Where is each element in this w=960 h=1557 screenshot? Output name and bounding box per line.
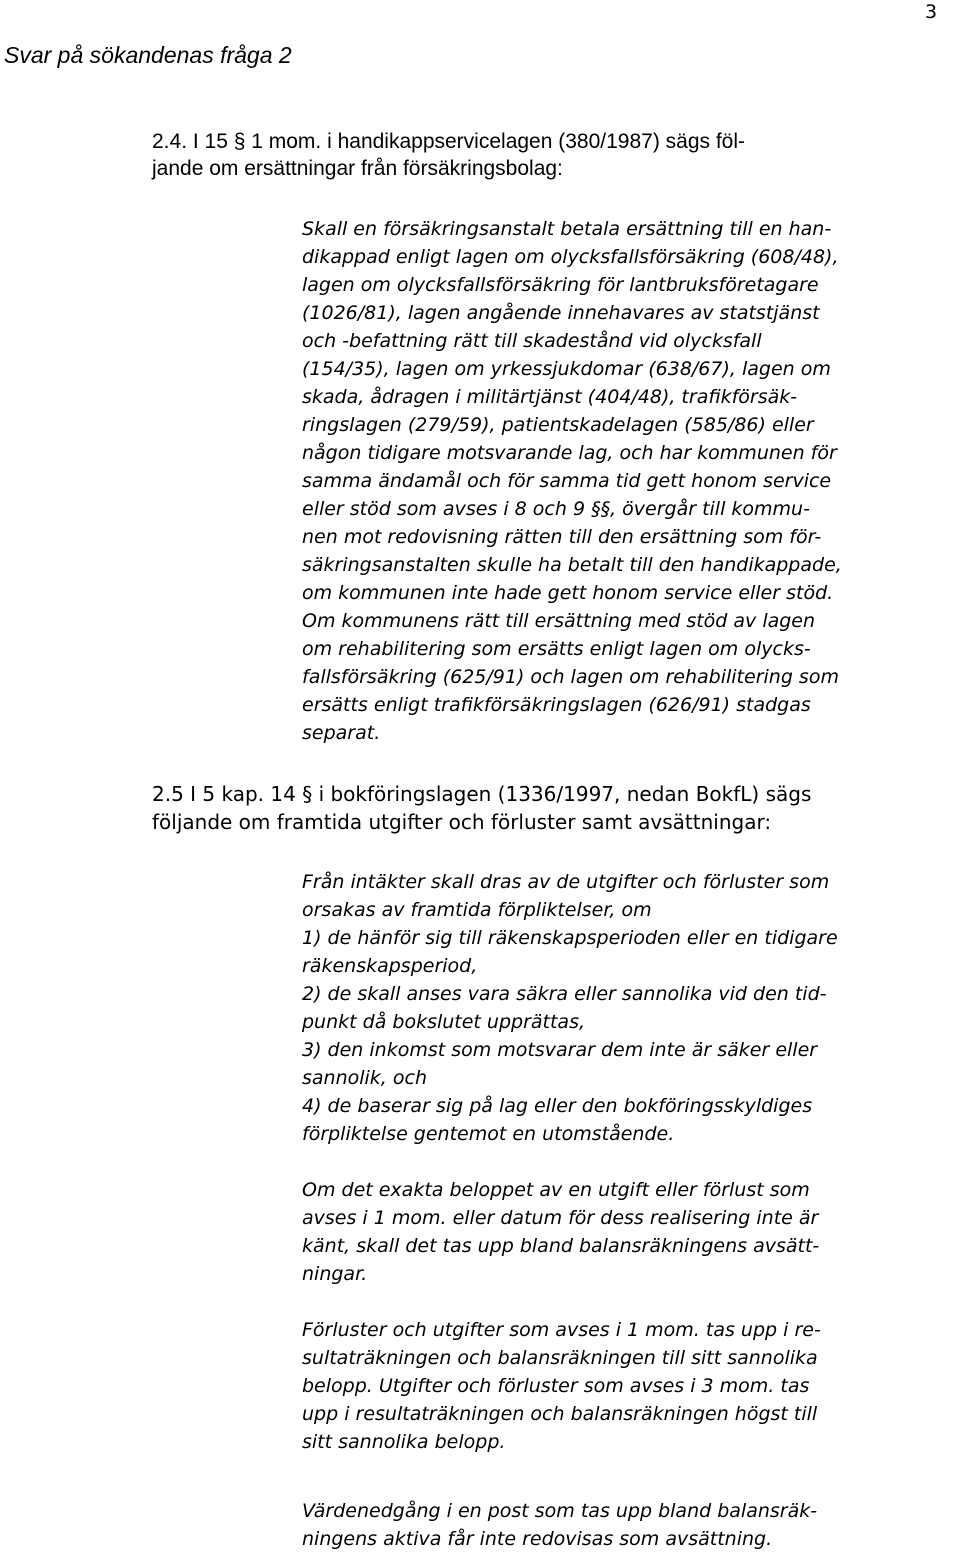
section-2-4-intro-line: jande om ersättningar från försäkringsbolag: [152, 157, 563, 180]
legal-quote-line: punkt då bokslutet upprättas, [302, 1011, 586, 1033]
legal-quote-line: ningar. [302, 1263, 368, 1285]
legal-quote-line: lagen om olycksfallsförsäkring för lantbruksföretagare [302, 274, 819, 296]
legal-quote-line: orsakas av framtida förpliktelser, om [302, 899, 652, 921]
legal-quote-line: avses i 1 mom. eller datum för dess realisering inte är [302, 1207, 819, 1229]
legal-quote-line: säkringsanstalten skulle ha betalt till den handikappade, [302, 554, 842, 576]
legal-quote-line: Om det exakta beloppet av en utgift eller förlust som [302, 1179, 810, 1201]
legal-quote-line: Värdenedgång i en post som tas upp bland balansräk- [302, 1500, 818, 1522]
legal-quote-line: 4) de baserar sig på lag eller den bokföringsskyldiges [302, 1095, 813, 1117]
legal-quote-line: nen mot redovisning rätten till den ersättning som för- [302, 526, 822, 548]
page-number: 3 [925, 1, 938, 23]
section-2-5-intro-line: 2.5 I 5 kap. 14 § i bokföringslagen (1336/1997, nedan BokfL) sägs [152, 782, 812, 806]
legal-quote-line: dikappad enligt lagen om olycksfallsförsäkring (608/48), [302, 246, 839, 268]
legal-text-line: fallsförsäkring (625/91) och lagen om rehabilitering som [302, 666, 839, 688]
page-heading: Svar på sökandenas fråga 2 [4, 42, 292, 68]
legal-quote-line: Förluster och utgifter som avses i 1 mom. tas upp i re- [302, 1319, 821, 1341]
legal-quote-line: (154/35), lagen om yrkessjukdomar (638/67), lagen om [302, 358, 831, 380]
legal-quote-line: ningens aktiva får inte redovisas som avsättning. [302, 1528, 773, 1550]
legal-quote-line: sitt sannolika belopp. [302, 1431, 506, 1453]
legal-quote-line: sultaträkningen och balansräkningen till sitt sannolika [302, 1347, 818, 1369]
legal-quote-line: sannolik, och [302, 1067, 428, 1089]
legal-quote-line: känt, skall det tas upp bland balansräkningens avsätt- [302, 1235, 820, 1257]
legal-quote-line: om kommunen inte hade gett honom service eller stöd. [302, 582, 834, 604]
legal-quote-line: räkenskapsperiod, [302, 955, 478, 977]
legal-quote-line: (1026/81), lagen angående innehavares av statstjänst [302, 302, 820, 324]
section-2-4-intro-line: 2.4. I 15 § 1 mom. i handikappservicelagen (380/1987) sägs föl- [152, 130, 746, 153]
legal-quote-line: upp i resultaträkningen och balansräkningen högst till [302, 1403, 818, 1425]
legal-quote-line: 1) de hänför sig till räkenskapsperioden eller en tidigare [302, 927, 838, 949]
legal-quote-line: skada, ådragen i militärtjänst (404/48), trafikförsäk- [302, 386, 798, 408]
legal-quote-line: någon tidigare motsvarande lag, och har kommunen för [302, 442, 837, 464]
legal-text-line: om rehabilitering som ersätts enligt lagen om olycks- [302, 638, 811, 660]
legal-quote-line: samma ändamål och för samma tid gett honom service [302, 470, 832, 492]
section-2-5-intro-line: följande om framtida utgifter och förluster samt avsättningar: [152, 810, 772, 834]
legal-text-line: separat. [302, 722, 381, 744]
legal-quote-line: Från intäkter skall dras av de utgifter och förluster som [302, 871, 830, 893]
legal-text-line: Om kommunens rätt till ersättning med stöd av lagen [302, 610, 816, 632]
legal-text-line: ersätts enligt trafikförsäkringslagen (626/91) stadgas [302, 694, 811, 716]
legal-quote-line: belopp. Utgifter och förluster som avses i 3 mom. tas [302, 1375, 810, 1397]
legal-quote-line: 2) de skall anses vara säkra eller sannolika vid den tid- [302, 983, 827, 1005]
legal-quote-line: eller stöd som avses i 8 och 9 §§, övergår till kommu- [302, 498, 810, 520]
legal-quote-line: ringslagen (279/59), patientskadelagen (585/86) eller [302, 414, 814, 436]
legal-quote-line: förpliktelse gentemot en utomstående. [302, 1123, 675, 1145]
legal-quote-line: och -befattning rätt till skadestånd vid olycksfall [302, 330, 762, 352]
legal-quote-line: 3) den inkomst som motsvarar dem inte är säker eller [302, 1039, 818, 1061]
legal-quote-line: Skall en försäkringsanstalt betala ersättning till en han- [302, 218, 832, 240]
